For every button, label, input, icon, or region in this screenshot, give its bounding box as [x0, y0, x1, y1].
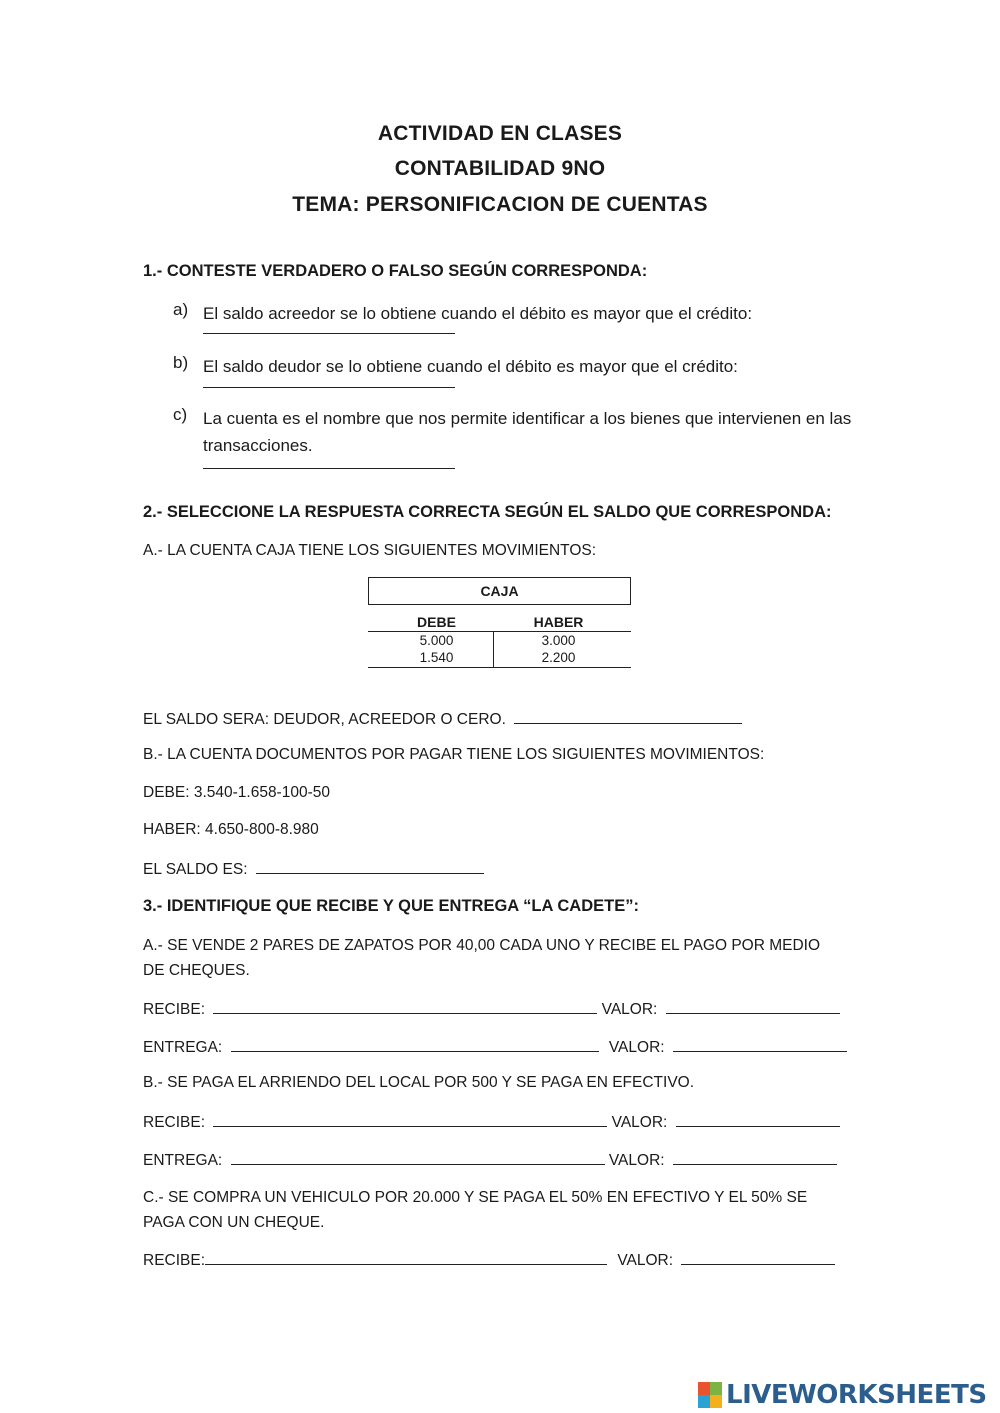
- part-b-intro: B.- LA CUENTA DOCUMENTOS POR PAGAR TIENE LOS SIGUIENTES MOVIMIENTOS:: [143, 746, 765, 763]
- part-3b-text: B.- SE PAGA EL ARRIENDO DEL LOCAL POR 500 Y SE PAGA EN EFECTIVO.: [143, 1074, 695, 1091]
- recibe-blank[interactable]: [213, 999, 597, 1014]
- question-text: El saldo deudor se lo obtiene cuando el débito es mayor que el crédito:: [203, 357, 738, 376]
- valor-blank[interactable]: [666, 999, 840, 1014]
- answer-blank-1c[interactable]: [203, 468, 455, 469]
- valor-blank[interactable]: [673, 1150, 837, 1165]
- recibe-row-b: [143, 1112, 840, 1132]
- entrega-blank[interactable]: [231, 1037, 599, 1052]
- logo-mark-icon: [698, 1382, 722, 1408]
- entrega-row-a: [143, 1037, 847, 1057]
- saldo-question-b: [143, 859, 484, 879]
- credit-header: HABER: [533, 614, 584, 630]
- answer-blank-1b[interactable]: [203, 387, 455, 388]
- valor-blank[interactable]: [676, 1112, 840, 1127]
- question-text: La cuenta es el nombre que nos permite identificar a los bienes que intervienen en las transacciones.: [203, 409, 852, 455]
- section2-heading: 2.- SELECCIONE LA RESPUESTA CORRECTA SEGÚN EL SALDO QUE CORRESPONDA:: [143, 503, 832, 521]
- subject-title: CONTABILIDAD 9NO: [394, 157, 606, 180]
- recibe-label: RECIBE:: [143, 1001, 206, 1018]
- logo-square: [698, 1395, 710, 1408]
- question-text: EL SALDO SERA: DEUDOR, ACREEDOR O CERO.: [143, 711, 506, 728]
- topic-title: TEMA: PERSONIFICACION DE CUENTAS: [292, 193, 708, 216]
- question-text: El saldo acreedor se lo obtiene cuando el débito es mayor que el crédito:: [203, 304, 753, 323]
- caja-t-account: [368, 577, 631, 669]
- section3-heading: 3.- IDENTIFIQUE QUE RECIBE Y QUE ENTREGA “LA CADETE”:: [143, 897, 639, 915]
- logo-text: LIVEWORKSHEETS: [726, 1380, 987, 1410]
- recibe-row-a: [143, 999, 840, 1019]
- logo-square: [698, 1382, 710, 1395]
- section1-heading: 1.- CONTESTE VERDADERO O FALSO SEGÚN CORRESPONDA:: [143, 262, 648, 280]
- logo-square: [710, 1395, 722, 1408]
- valor-label: VALOR:: [608, 1039, 665, 1056]
- valor-blank[interactable]: [681, 1250, 835, 1265]
- valor-label: VALOR:: [617, 1252, 674, 1269]
- part-a-intro: A.- LA CUENTA CAJA TIENE LOS SIGUIENTES MOVIMIENTOS:: [143, 542, 597, 559]
- debit-cell: 1.540: [419, 650, 454, 665]
- debe-values: DEBE: 3.540-1.658-100-50: [143, 784, 330, 801]
- valor-blank[interactable]: [673, 1037, 847, 1052]
- entrega-label: ENTREGA:: [143, 1152, 223, 1169]
- header-rule: [368, 631, 631, 632]
- debit-header: DEBE: [417, 614, 456, 630]
- recibe-label: RECIBE:: [143, 1252, 206, 1269]
- recibe-blank[interactable]: [205, 1250, 607, 1265]
- answer-blank-2a[interactable]: [514, 709, 742, 724]
- recibe-row-c: [143, 1250, 835, 1270]
- question-label: b): [173, 353, 189, 372]
- valor-label: VALOR:: [611, 1114, 668, 1131]
- bottom-rule: [368, 667, 631, 668]
- answer-blank-1a[interactable]: [203, 333, 455, 334]
- question-label: a): [173, 300, 189, 319]
- answer-blank-2b[interactable]: [256, 859, 484, 874]
- entrega-blank[interactable]: [231, 1150, 605, 1165]
- entrega-row-b: [143, 1150, 837, 1170]
- debit-cell: 5.000: [419, 633, 454, 648]
- question-label: c): [173, 405, 188, 424]
- haber-values: HABER: 4.650-800-8.980: [143, 821, 319, 838]
- saldo-question-a: [143, 709, 742, 729]
- entrega-label: ENTREGA:: [143, 1039, 223, 1056]
- credit-cell: 2.200: [541, 650, 576, 665]
- logo-square: [710, 1382, 722, 1395]
- credit-cell: 3.000: [541, 633, 576, 648]
- question-text: EL SALDO ES:: [143, 861, 248, 878]
- recibe-label: RECIBE:: [143, 1114, 206, 1131]
- valor-label: VALOR:: [608, 1152, 665, 1169]
- worksheet-title: ACTIVIDAD EN CLASES: [377, 122, 623, 145]
- part-3c-text: C.- SE COMPRA UN VEHICULO POR 20.000 Y SE PAGA EL 50% EN EFECTIVO Y EL 50% SE PAGA CON UN CHEQUE.: [143, 1189, 808, 1231]
- valor-label: VALOR:: [601, 1001, 658, 1018]
- t-account-title: CAJA: [368, 577, 631, 605]
- liveworksheets-logo: [698, 1378, 987, 1412]
- recibe-blank[interactable]: [213, 1112, 607, 1127]
- part-3a-text: A.- SE VENDE 2 PARES DE ZAPATOS POR 40,00 CADA UNO Y RECIBE EL PAGO POR MEDIO DE CHEQUES.: [143, 937, 821, 979]
